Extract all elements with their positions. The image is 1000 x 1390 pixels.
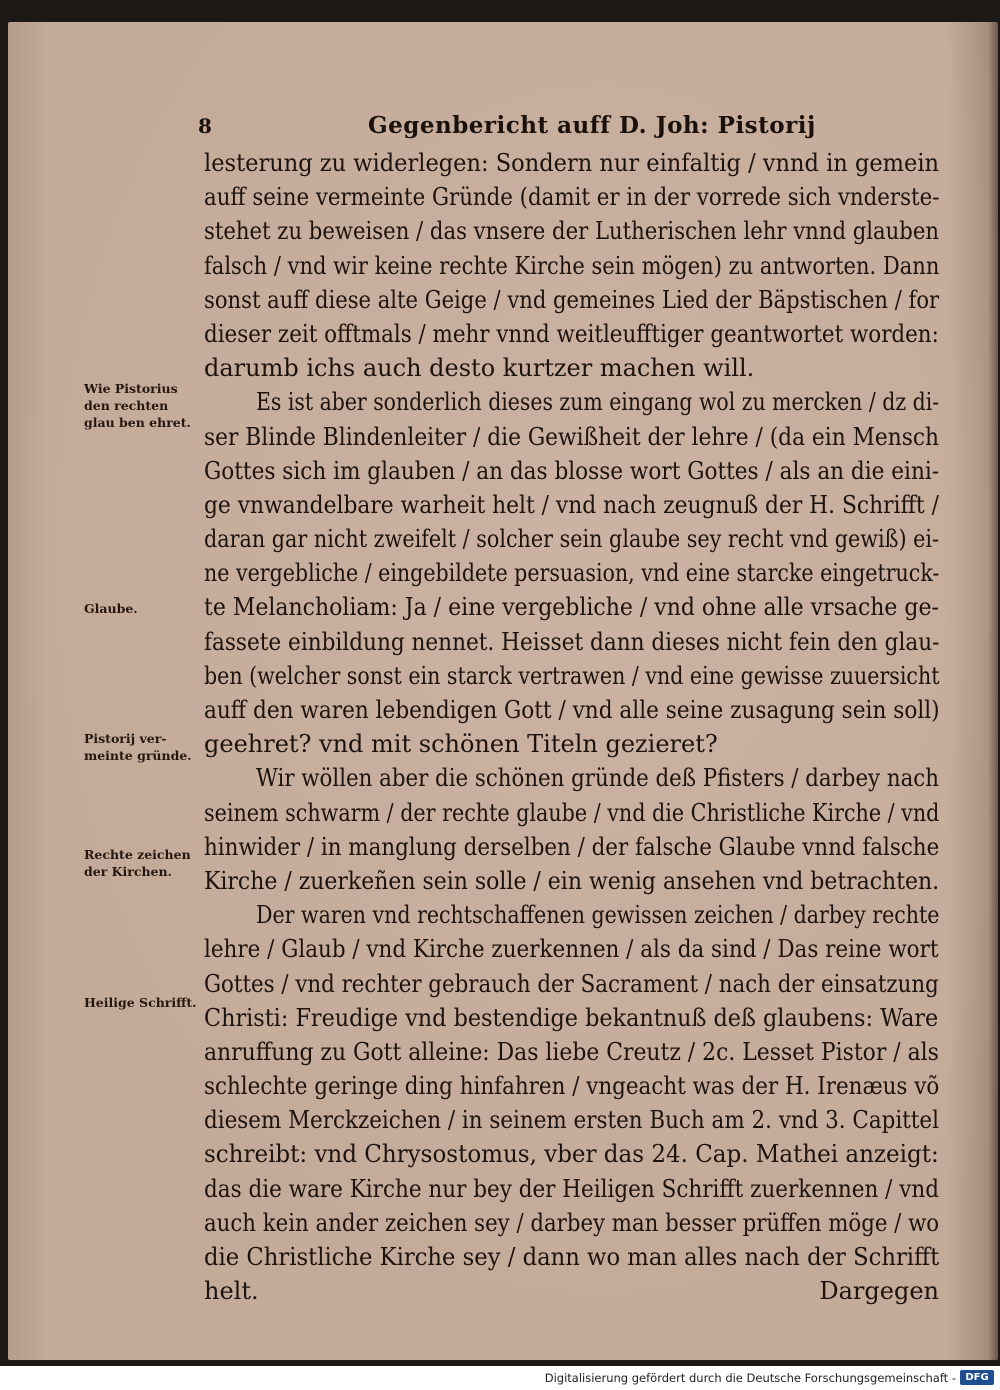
text-line: stehet zu beweisen / das vnsere der Lutherischen lehr vnnd glauben	[204, 217, 940, 246]
dfg-logo: DFG	[960, 1370, 994, 1385]
text-line: ben (welcher sonst ein starck vertrawen / vnd eine gewisse zuuersicht	[204, 661, 940, 690]
text-line: Kirche / zuerkeñen sein solle / ein wenig ansehen vnd betrachten.	[204, 866, 940, 895]
text-line: Christi: Freudige vnd bestendige bekantnuß deß glaubens: Ware	[204, 1003, 939, 1032]
text-line: dieser zeit offtmals / mehr vnnd weitleufftiger geantwortet worden:	[204, 319, 939, 348]
text-line: auch kein ander zeichen sey / darbey man besser prüffen möge / wo	[204, 1208, 940, 1237]
text-line: darumb ichs auch desto kurtzer machen will.	[204, 354, 755, 383]
text-line: falsch / vnd wir keine rechte Kirche sein mögen) zu antworten. Dann	[204, 251, 940, 280]
text-line: hinwider / in manglung derselben / der falsche Glaube vnnd falsche	[204, 832, 940, 861]
text-line: helt. Dargegen	[204, 1274, 939, 1308]
page-edge-shadow	[988, 22, 998, 1360]
text-line: schlechte geringe ding hinfahren / vngeacht was der H. Irenæus võ	[204, 1072, 940, 1101]
text-line: seinem schwarm / der rechte glaube / vnd die Christliche Kirche / vnd	[204, 798, 940, 827]
margin-note: Rechte zeichen der Kirchen.	[84, 847, 191, 879]
margin-note: Glaube.	[84, 601, 138, 616]
text-line: ge vnwandelbare warheit helt / vnd nach zeugnuß der H. Schrifft /	[204, 490, 939, 519]
text-line: auff seine vermeinte Gründe (damit er in der vorrede sich vnderste-	[204, 183, 940, 212]
text-line: Gottes sich im glauben / an das blosse wort Gottes / als an die eini-	[204, 456, 940, 485]
footer-bar	[0, 1366, 1000, 1390]
text-line: fassete einbildung nennet. Heisset dann dieses nicht fein den glau-	[204, 627, 940, 656]
text-line: geehret? vnd mit schönen Titeln gezieret?	[204, 730, 718, 759]
text-line: diesem Merckzeichen / in seinem ersten Buch am 2. vnd 3. Capittel	[204, 1106, 939, 1135]
text-line: daran gar nicht zweifelt / solcher sein glaube sey recht vnd gewiß) ei-	[204, 525, 940, 554]
running-head: Gegenbericht auff D. Joh: Pistorij	[368, 112, 816, 139]
text-line: sonst auff diese alte Geige / vnd gemeines Lied der Bäpstischen / for	[204, 285, 940, 314]
text-line: lesterung zu widerlegen: Sondern nur einfaltig / vnnd in gemein	[204, 149, 940, 177]
text-line: anruffung zu Gott alleine: Das liebe Creutz / 2c. Lesset Pistor / als	[204, 1037, 939, 1066]
page-number: 8	[198, 114, 212, 138]
text-line: Der waren vnd rechtschaffenen gewissen zeichen / darbey rechte	[256, 901, 940, 930]
text-line: auff den waren lebendigen Gott / vnd alle seine zusagung sein soll)	[204, 696, 940, 724]
text-line: Wir wöllen aber die schönen gründe deß Pfisters / darbey nach	[256, 764, 939, 793]
page-header	[198, 108, 938, 144]
margin-note: Wie Pistorius den rechten glau ben ehret.	[84, 381, 191, 430]
text-line: das die ware Kirche nur bey der Heiligen Schrifft zuerkennen / vnd	[204, 1174, 940, 1203]
catchword: Dargegen	[819, 1277, 939, 1306]
text-line: schreibt: vnd Chrysostomus, vber das 24. Cap. Mathei anzeigt:	[204, 1140, 939, 1169]
body-text	[204, 146, 939, 1308]
footer-credit: Digitalisierung gefördert durch die Deutsche Forschungsgemeinschaft -	[544, 1371, 956, 1385]
text-line: te Melancholiam: Ja / eine vergebliche / vnd ohne alle vrsache ge-	[204, 593, 939, 622]
text-line: die Christliche Kirche sey / dann wo man alles nach der Schrifft	[204, 1243, 940, 1271]
margin-note: Pistorij ver- meinte gründe.	[84, 731, 192, 763]
text-line: lehre / Glaub / vnd Kirche zuerkennen / als da sind / Das reine wort	[204, 935, 939, 964]
text-line: Es ist aber sonderlich dieses zum eingang wol zu mercken / dz di-	[256, 388, 940, 417]
text-line: ne vergebliche / eingebildete persuasion, vnd eine starcke eingetruck-	[204, 559, 940, 588]
text-line: ser Blinde Blindenleiter / die Gewißheit der lehre / (da ein Mensch	[204, 422, 940, 451]
text-line: Gottes / vnd rechter gebrauch der Sacrament / nach der einsatzung	[204, 969, 939, 998]
margin-note: Heilige Schrifft.	[84, 995, 197, 1010]
